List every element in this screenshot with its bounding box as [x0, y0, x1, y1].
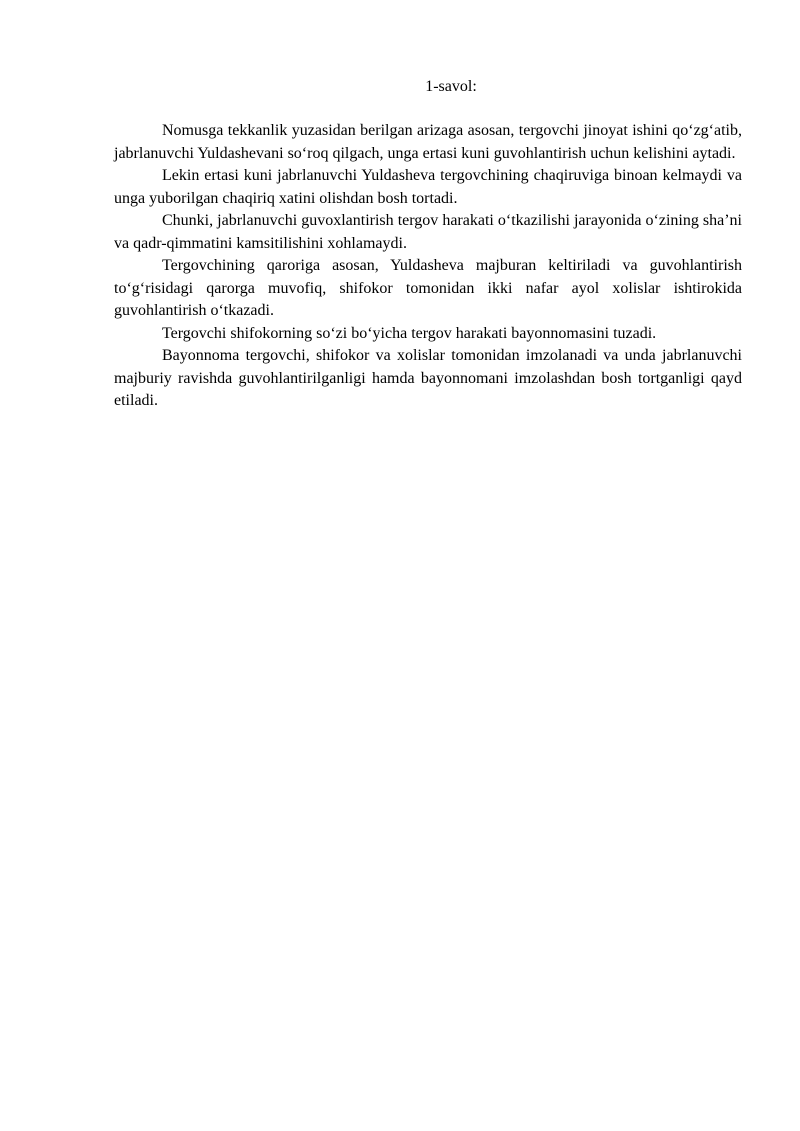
paragraph-1: Nomusga tekkanlik yuzasidan berilgan arizaga asosan, tergovchi jinoyat ishini qo‘zg‘atib, jabrlanuvchi Yuldashevani so‘roq qilgach, unga ertasi kuni guvohlantirish uchun kelishini aytadi.	[114, 122, 742, 162]
paragraph-5: Tergovchi shifokorning so‘zi bo‘yicha tergov harakati bayonnomasini tuzadi.	[162, 324, 657, 342]
document-body	[114, 76, 742, 413]
question-heading: 1-savol:	[425, 78, 477, 95]
paragraph-4: Tergovchining qaroriga asosan, Yuldasheva majburan keltiriladi va guvohlantirish to‘g‘risidagi qarorga muvofiq, shifokor tomonidan ikki nafar ayol xolislar ishtirokida guvohlantirish o‘tkazadi.	[114, 257, 742, 319]
paragraph-6: Bayonnoma tergovchi, shifokor va xolislar tomonidan imzolanadi va unda jabrlanuvchi majburiy ravishda guvohlantirilganligi hamda bayonnomani imzolashdan bosh tortganligi qayd etiladi.	[114, 347, 742, 409]
paragraph-2: Lekin ertasi kuni jabrlanuvchi Yuldasheva tergovchining chaqiruviga binoan kelmaydi va unga yuborilgan chaqiriq xatini olishdan bosh tortadi.	[114, 167, 742, 207]
paragraph-3: Chunki, jabrlanuvchi guvoxlantirish tergov harakati o‘tkazilishi jarayonida o‘zining sha’ni va qadr-qimmatini kamsitilishini xohlamaydi.	[114, 212, 742, 252]
